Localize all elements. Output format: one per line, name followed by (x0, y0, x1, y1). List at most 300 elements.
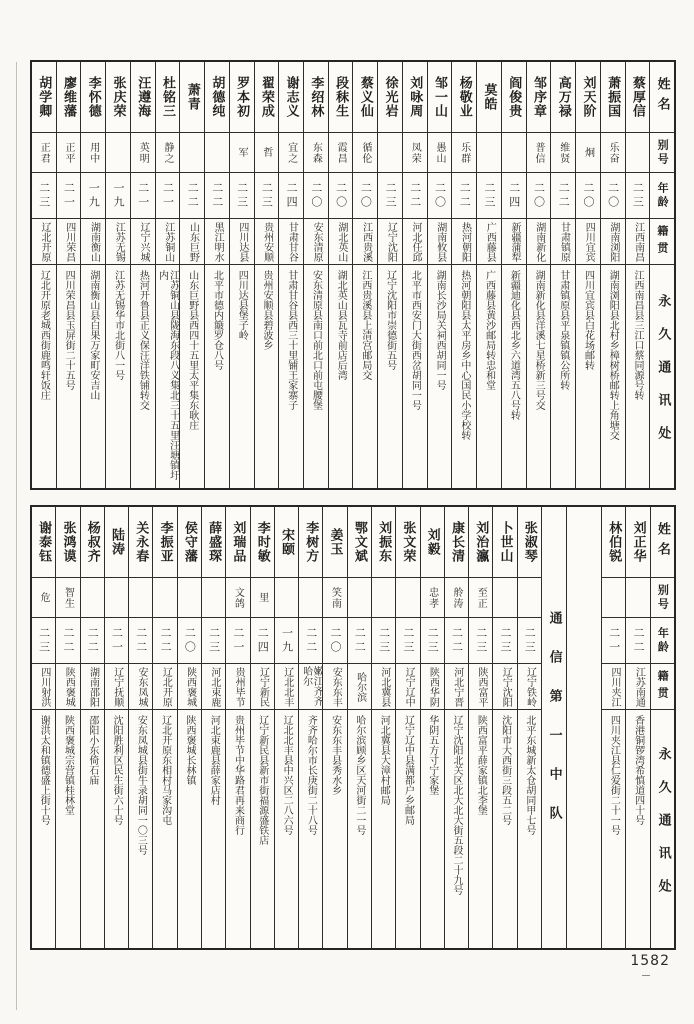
entry-native: 江西贵溪 (353, 218, 377, 264)
entry-address: 沈阳市大西街三段五二号 (493, 709, 516, 948)
entry-age: 二〇 (576, 172, 600, 218)
entry-alias: 舲涛 (445, 577, 468, 617)
entry-name: 段秣生 (333, 76, 349, 118)
header-native: 籍贯 (651, 663, 674, 709)
entry-address: 陕西褒城长林镇 (178, 709, 201, 948)
entry-alias (477, 132, 501, 172)
entry-age: 二三 (372, 617, 395, 663)
entry-alias: 愚山 (428, 132, 452, 172)
entry-alias (105, 577, 128, 617)
entry-alias: 至正 (469, 577, 492, 617)
entry-native: 安东清原 (304, 218, 328, 264)
entry-native: 湖南邵阳 (81, 663, 104, 709)
entry-native: 江西南昌 (626, 218, 650, 264)
entry-age: 二二 (452, 172, 476, 218)
unit-column (541, 507, 566, 948)
entry-age: 二三 (378, 172, 402, 218)
entry-name: 薛盛琛 (206, 521, 222, 563)
entry-column (550, 62, 575, 488)
entry-age: 二二 (129, 617, 152, 663)
entry-alias (378, 132, 402, 172)
entry-native: 贵州安顺 (255, 218, 279, 264)
entry-age: 二一 (156, 172, 180, 218)
entry-native: 甘肃镇原 (551, 218, 575, 264)
entry-age: 二一 (131, 172, 155, 218)
entry-column (395, 507, 419, 948)
entry-alias: 东森 (304, 132, 328, 172)
entry-native: 嫩江齐齐哈尔 (299, 663, 322, 709)
entry-column (201, 507, 225, 948)
entry-name: 刘治瀛 (473, 521, 489, 563)
entry-column (303, 62, 328, 488)
entry-name: 阎俊贵 (506, 76, 522, 118)
entry-address: 安东东丰县秀水乡 (323, 709, 346, 948)
entry-address: 四川荣昌县玉屏街二十五号 (57, 264, 81, 488)
entry-name: 林伯锐 (606, 521, 622, 563)
entry-column (451, 62, 476, 488)
entry-column (204, 62, 229, 488)
entry-column (56, 62, 81, 488)
entry-alias: 忠孝 (421, 577, 444, 617)
header-column (649, 62, 674, 488)
entry-age: 二三 (230, 172, 254, 218)
entry-name: 鄂文斌 (351, 521, 367, 563)
entry-alias (348, 577, 371, 617)
entry-alias (502, 132, 526, 172)
entry-name: 宋颐 (278, 528, 294, 556)
entry-address: 新疆迪化县西北乡六道湾五八号转 (502, 264, 526, 488)
entry-name: 杨叔齐 (84, 521, 100, 563)
entry-address: 江苏铜山县陇海东段八义集北三十五里汪塘镇圩内 (156, 264, 180, 488)
entry-age: 二〇 (323, 617, 346, 663)
entry-native: 河北宁晋 (445, 663, 468, 709)
entry-alias (626, 132, 650, 172)
header-age: 年龄 (650, 172, 674, 218)
entry-address: 辽宁沈阳市崇德街五号 (378, 264, 402, 488)
entry-alias: 循伦 (353, 132, 377, 172)
entry-alias (153, 577, 176, 617)
entry-age: 二〇 (353, 172, 377, 218)
header-alias: 别号 (651, 577, 674, 617)
entry-alias (626, 577, 649, 617)
entry-alias: 炯 (576, 132, 600, 172)
entry-name: 胡德纯 (209, 76, 225, 118)
header-name: 姓名 (654, 77, 670, 117)
entry-age: 二三 (477, 172, 501, 218)
entry-native: 四川达县 (230, 218, 254, 264)
entry-address: 陕西富平薛家镇北李堡 (469, 709, 492, 948)
entry-name: 刘瑞品 (230, 521, 246, 563)
entry-alias: 危 (32, 577, 55, 617)
entry-age: 二〇 (304, 172, 328, 218)
entry-alias: 哲 (255, 132, 279, 172)
entry-address: 广西藤县黄沙邮局转忠和堂 (477, 264, 501, 488)
entry-age: 二一 (602, 617, 625, 663)
entry-name: 邹序章 (530, 76, 546, 118)
entry-age: 二二 (551, 172, 575, 218)
entry-name: 翟荣成 (258, 76, 274, 118)
entry-address: 河北冀县大漳村邮局 (372, 709, 395, 948)
entry-age: 二三 (421, 617, 444, 663)
entry-name: 徐光岩 (382, 76, 398, 118)
entry-column (402, 62, 427, 488)
entry-name: 杜铭三 (159, 76, 175, 118)
entry-alias (205, 132, 229, 172)
entry-address: 辽北开原老城西街鹿鸣轩饭庄 (32, 264, 56, 488)
entry-native: 四川射洪 (32, 663, 55, 709)
entry-alias: 用中 (81, 132, 105, 172)
entry-native: 江苏无锡 (106, 218, 130, 264)
entry-alias (372, 577, 395, 617)
entry-age: 二三 (493, 617, 516, 663)
entry-name: 李绍林 (308, 76, 324, 118)
entry-age: 二四 (279, 172, 303, 218)
entry-column (278, 62, 303, 488)
entry-native: 湖北英山 (329, 218, 353, 264)
entry-address: 谢洪太和镇德盛上街十号 (32, 709, 55, 948)
entry-native: 贵州毕节 (226, 663, 249, 709)
entry-column (352, 62, 377, 488)
entry-native: 安东凤城 (129, 663, 152, 709)
entry-native: 四川夹江 (602, 663, 625, 709)
entry-native: 湖南新化 (527, 218, 551, 264)
entry-native: 四川荣昌 (57, 218, 81, 264)
entry-address: 安东凤城县街牛录胡同一〇三号 (129, 709, 152, 948)
entry-native: 江苏铜山 (156, 218, 180, 264)
entry-alias (602, 577, 625, 617)
entry-native: 新疆蒲犁 (502, 218, 526, 264)
entry-age: 一九 (106, 172, 130, 218)
entry-name: 李振亚 (157, 521, 173, 563)
entry-column (274, 507, 298, 948)
entry-address: 安东清原县南口前北口前屯腰堡 (304, 264, 328, 488)
entry-age: 二四 (502, 172, 526, 218)
entry-age: 二〇 (601, 172, 625, 218)
entry-native: 安东东丰 (323, 663, 346, 709)
entry-column (427, 62, 452, 488)
entry-address: 热河开鲁县正义保汪洋铁铺转交 (131, 264, 155, 488)
entry-column (128, 507, 152, 948)
entry-age: 二四 (251, 617, 274, 663)
entry-age: 二一 (57, 172, 81, 218)
entry-name: 谢志义 (283, 76, 299, 118)
entry-column (517, 507, 541, 948)
entry-alias: 军 (230, 132, 254, 172)
entry-column (80, 62, 105, 488)
entry-column (322, 507, 346, 948)
entry-name: 刘正华 (630, 521, 646, 563)
entry-address: 辽宁沈阳北关区北大北大街五段二十九号 (445, 709, 468, 948)
entry-alias: 正君 (32, 132, 56, 172)
header-column (650, 507, 674, 948)
entry-native: 河北冀县 (372, 663, 395, 709)
entry-name: 罗本初 (234, 76, 250, 118)
entry-name: 张文荣 (400, 521, 416, 563)
entry-native: 山东巨野 (180, 218, 204, 264)
entry-column (32, 62, 56, 488)
entry-name: 李树方 (303, 521, 319, 563)
entry-column (371, 507, 395, 948)
entry-age: 二二 (403, 172, 427, 218)
entry-column (104, 507, 128, 948)
entry-age: 一九 (81, 172, 105, 218)
entry-column (420, 507, 444, 948)
entry-age: 二一 (105, 617, 128, 663)
entry-name: 张庆荣 (110, 76, 126, 118)
entry-address: 辽宁新民县新市街福源盛铁店 (251, 709, 274, 948)
entry-name: 萧振国 (605, 76, 621, 118)
table-top (30, 60, 676, 490)
entry-address: 湖南衡山县白果万家町安吉山 (81, 264, 105, 488)
entry-column (254, 62, 279, 488)
entry-address: 贵州毕节中华路君再来商行 (226, 709, 249, 948)
entry-age: 二二 (348, 617, 371, 663)
entry-address: 湖南长沙局关祠西胡同一号 (428, 264, 452, 488)
table-bottom (30, 505, 676, 950)
entry-alias (493, 577, 516, 617)
entry-native: 陕西褒城 (56, 663, 79, 709)
entry-age: 二二 (299, 617, 322, 663)
entry-native: 哈尔滨 (348, 663, 371, 709)
entry-address: 贵州安顺县碧波乡 (255, 264, 279, 488)
entry-address: 北平市德内簸罗仓八号 (205, 264, 229, 488)
entry-name: 刘振东 (376, 521, 392, 563)
entry-age: 二三 (202, 617, 225, 663)
entry-address: 香港铜锣湾希慎道四十号 (626, 709, 649, 948)
entry-native: 辽宁辽中 (396, 663, 419, 709)
entry-native: 辽宁新民 (251, 663, 274, 709)
entry-address: 甘肃甘谷县西三十里铺王家寨子 (279, 264, 303, 488)
header-address: 永久通讯处 (650, 264, 674, 488)
entry-age: 二〇 (527, 172, 551, 218)
entry-native: 河北束鹿 (202, 663, 225, 709)
entry-alias: 普信 (527, 132, 551, 172)
entry-age: 二二 (205, 172, 229, 218)
entry-name: 李怀德 (85, 76, 101, 118)
entry-native: 湖南攸县 (428, 218, 452, 264)
header-alias: 别号 (650, 132, 674, 172)
entry-column (225, 507, 249, 948)
unit-label: 通信第一中队 (546, 610, 562, 845)
entry-age: 二二 (81, 617, 104, 663)
entry-column (476, 62, 501, 488)
entry-alias: 凤荣 (403, 132, 427, 172)
entry-alias: 乐奋 (601, 132, 625, 172)
entry-column (625, 62, 650, 488)
entry-column (130, 62, 155, 488)
entry-alias (106, 132, 130, 172)
entry-name: 蔡厚信 (629, 76, 645, 118)
entry-name: 侯守藩 (181, 521, 197, 563)
entry-address: 辽北开原东相村马家沟屯 (153, 709, 176, 948)
entry-column (298, 507, 322, 948)
entry-name: 胡学卿 (36, 76, 52, 118)
header-native: 籍贯 (650, 218, 674, 264)
entry-address: 湖北英山县瓦寺前店后湾 (329, 264, 353, 488)
entry-age: 二〇 (428, 172, 452, 218)
entry-age: 二三 (518, 617, 541, 663)
entry-native: 湖南浏阳 (601, 218, 625, 264)
entry-alias (178, 577, 201, 617)
entry-native: 辽北开原 (32, 218, 56, 264)
entry-name: 卜世山 (497, 521, 513, 563)
header-age: 年龄 (651, 617, 674, 663)
entry-name: 邹一山 (432, 76, 448, 118)
entry-name: 刘天阶 (580, 76, 596, 118)
entry-alias: 维贤 (551, 132, 575, 172)
entry-name: 关永春 (133, 521, 149, 563)
entry-column (600, 62, 625, 488)
entry-native: 四川宜宾 (576, 218, 600, 264)
entry-age: 二三 (469, 617, 492, 663)
entry-age: 二〇 (329, 172, 353, 218)
entry-age: 二二 (153, 617, 176, 663)
entry-age: 二二 (180, 172, 204, 218)
entry-alias (81, 577, 104, 617)
entry-column (55, 507, 79, 948)
entry-name: 姜玉 (327, 528, 343, 556)
entry-alias (202, 577, 225, 617)
entry-address: 辽宁辽中县满都户乡邮局 (396, 709, 419, 948)
entry-native: 广西藤县 (477, 218, 501, 264)
entry-native: 辽北开原 (153, 663, 176, 709)
entry-address: 热河朝阳县太平房乡中心国民小学校转 (452, 264, 476, 488)
entry-alias: 英明 (131, 132, 155, 172)
entry-address: 甘肃镇原县平泉镇镇公所转 (551, 264, 575, 488)
entry-address: 河北束鹿县薛家店村 (202, 709, 225, 948)
entry-age: 二一 (226, 617, 249, 663)
entry-address: 沈阳胜利区民生街六十号 (105, 709, 128, 948)
entry-age: 二三 (255, 172, 279, 218)
entry-alias: 正平 (57, 132, 81, 172)
entry-age: 二〇 (178, 617, 201, 663)
entry-column (575, 62, 600, 488)
entry-age: 二三 (32, 172, 56, 218)
entry-column (468, 507, 492, 948)
entry-age: 二二 (445, 617, 468, 663)
entry-alias: 乐群 (452, 132, 476, 172)
entry-name: 康长清 (448, 521, 464, 563)
entry-address: 江西贵溪县上清宫邮局交 (353, 264, 377, 488)
entry-native: 河北任邱 (403, 218, 427, 264)
entry-alias (275, 577, 298, 617)
entry-native: 辽宁沈阳 (378, 218, 402, 264)
entry-column (501, 62, 526, 488)
entry-age: 二三 (32, 617, 55, 663)
entry-native: 辽宁兴城 (131, 218, 155, 264)
entry-column (601, 507, 625, 948)
entry-alias (396, 577, 419, 617)
entry-age: 二二 (56, 617, 79, 663)
entry-native: 辽宁铁岭 (518, 663, 541, 709)
entry-address: 湖南新化县洋溪七星桥新三号交 (527, 264, 551, 488)
entry-address: 江西南昌县三江口蔡同源号转 (626, 264, 650, 488)
entry-alias: 笑南 (323, 577, 346, 617)
entry-alias: 文鸽 (226, 577, 249, 617)
entry-name: 刘毅 (424, 528, 440, 556)
entry-native: 黑江明水 (205, 218, 229, 264)
entry-name: 萧青 (184, 83, 200, 111)
page-edge-line (16, 62, 17, 1010)
entry-alias (129, 577, 152, 617)
entry-column (105, 62, 130, 488)
entry-address: 江苏无锡华市北街八一号 (106, 264, 130, 488)
entry-column (179, 62, 204, 488)
entry-name: 杨敬业 (456, 76, 472, 118)
entry-address: 辽北北丰县中兴区二八六号 (275, 709, 298, 948)
entry-address: 四川达县堡子岭 (230, 264, 254, 488)
entry-address: 华阴五方寸宁家堡 (421, 709, 444, 948)
header-name: 姓名 (654, 522, 670, 562)
entry-alias: 里 (251, 577, 274, 617)
entry-alias: 静之 (156, 132, 180, 172)
entry-native: 辽宁沈阳 (493, 663, 516, 709)
entry-column (250, 507, 274, 948)
entry-column (347, 507, 371, 948)
entry-native: 陕西富平 (469, 663, 492, 709)
entry-name: 汪遵海 (135, 76, 151, 118)
entry-address: 湖南浏阳县北村乡樟树桥邮转上角塘交 (601, 264, 625, 488)
entry-native: 甘肃甘谷 (279, 218, 303, 264)
entry-native: 陕西华阴 (421, 663, 444, 709)
entry-address: 北平市西安门大街西岔胡同一号 (403, 264, 427, 488)
entry-column (444, 507, 468, 948)
entry-alias: 霞昌 (329, 132, 353, 172)
entry-native: 江苏南通 (626, 663, 649, 709)
entry-column (526, 62, 551, 488)
entry-column (80, 507, 104, 948)
entry-column (155, 62, 180, 488)
entry-column (177, 507, 201, 948)
entry-name: 廖维藩 (61, 76, 77, 118)
entry-alias (299, 577, 322, 617)
entry-column (492, 507, 516, 948)
entry-name: 刘咏周 (407, 76, 423, 118)
entry-alias (518, 577, 541, 617)
entry-age: 二三 (626, 172, 650, 218)
entry-column (32, 507, 55, 948)
entry-age: 一九 (275, 617, 298, 663)
entry-native: 辽宁抚顺 (105, 663, 128, 709)
entry-native: 湖南衡山 (81, 218, 105, 264)
entry-column (377, 62, 402, 488)
entry-address: 北平东城新太仓胡同甲七号 (518, 709, 541, 948)
entry-alias: 宜之 (279, 132, 303, 172)
entry-name: 李时敏 (254, 521, 270, 563)
page-number-dash (642, 975, 650, 976)
entry-address: 邵阳小东倚石庙 (81, 709, 104, 948)
entry-address: 哈尔滨顾乡区天河街二一号 (348, 709, 371, 948)
entry-native: 热河朝阳 (452, 218, 476, 264)
entry-address: 山东巨野县西四十五里太平集东耿庄 (180, 264, 204, 488)
entry-address: 四川宜宾县白花场邮转 (576, 264, 600, 488)
entry-name: 高万禄 (555, 76, 571, 118)
entry-column (625, 507, 649, 948)
entry-address: 四川夹江县仁爱街二十一号 (602, 709, 625, 948)
entry-address: 陕西褒城宗营镇桂林堂 (56, 709, 79, 948)
entry-column (229, 62, 254, 488)
entry-alias: 智生 (56, 577, 79, 617)
header-address: 永久通讯处 (651, 709, 674, 948)
entry-age: 二二 (626, 617, 649, 663)
entry-name: 陆涛 (109, 528, 125, 556)
entry-alias (180, 132, 204, 172)
entry-name: 蔡义仙 (357, 76, 373, 118)
blank-cell (567, 507, 601, 948)
entry-name: 莫皓 (481, 83, 497, 111)
entry-native: 辽北北丰 (275, 663, 298, 709)
entry-age: 二三 (396, 617, 419, 663)
